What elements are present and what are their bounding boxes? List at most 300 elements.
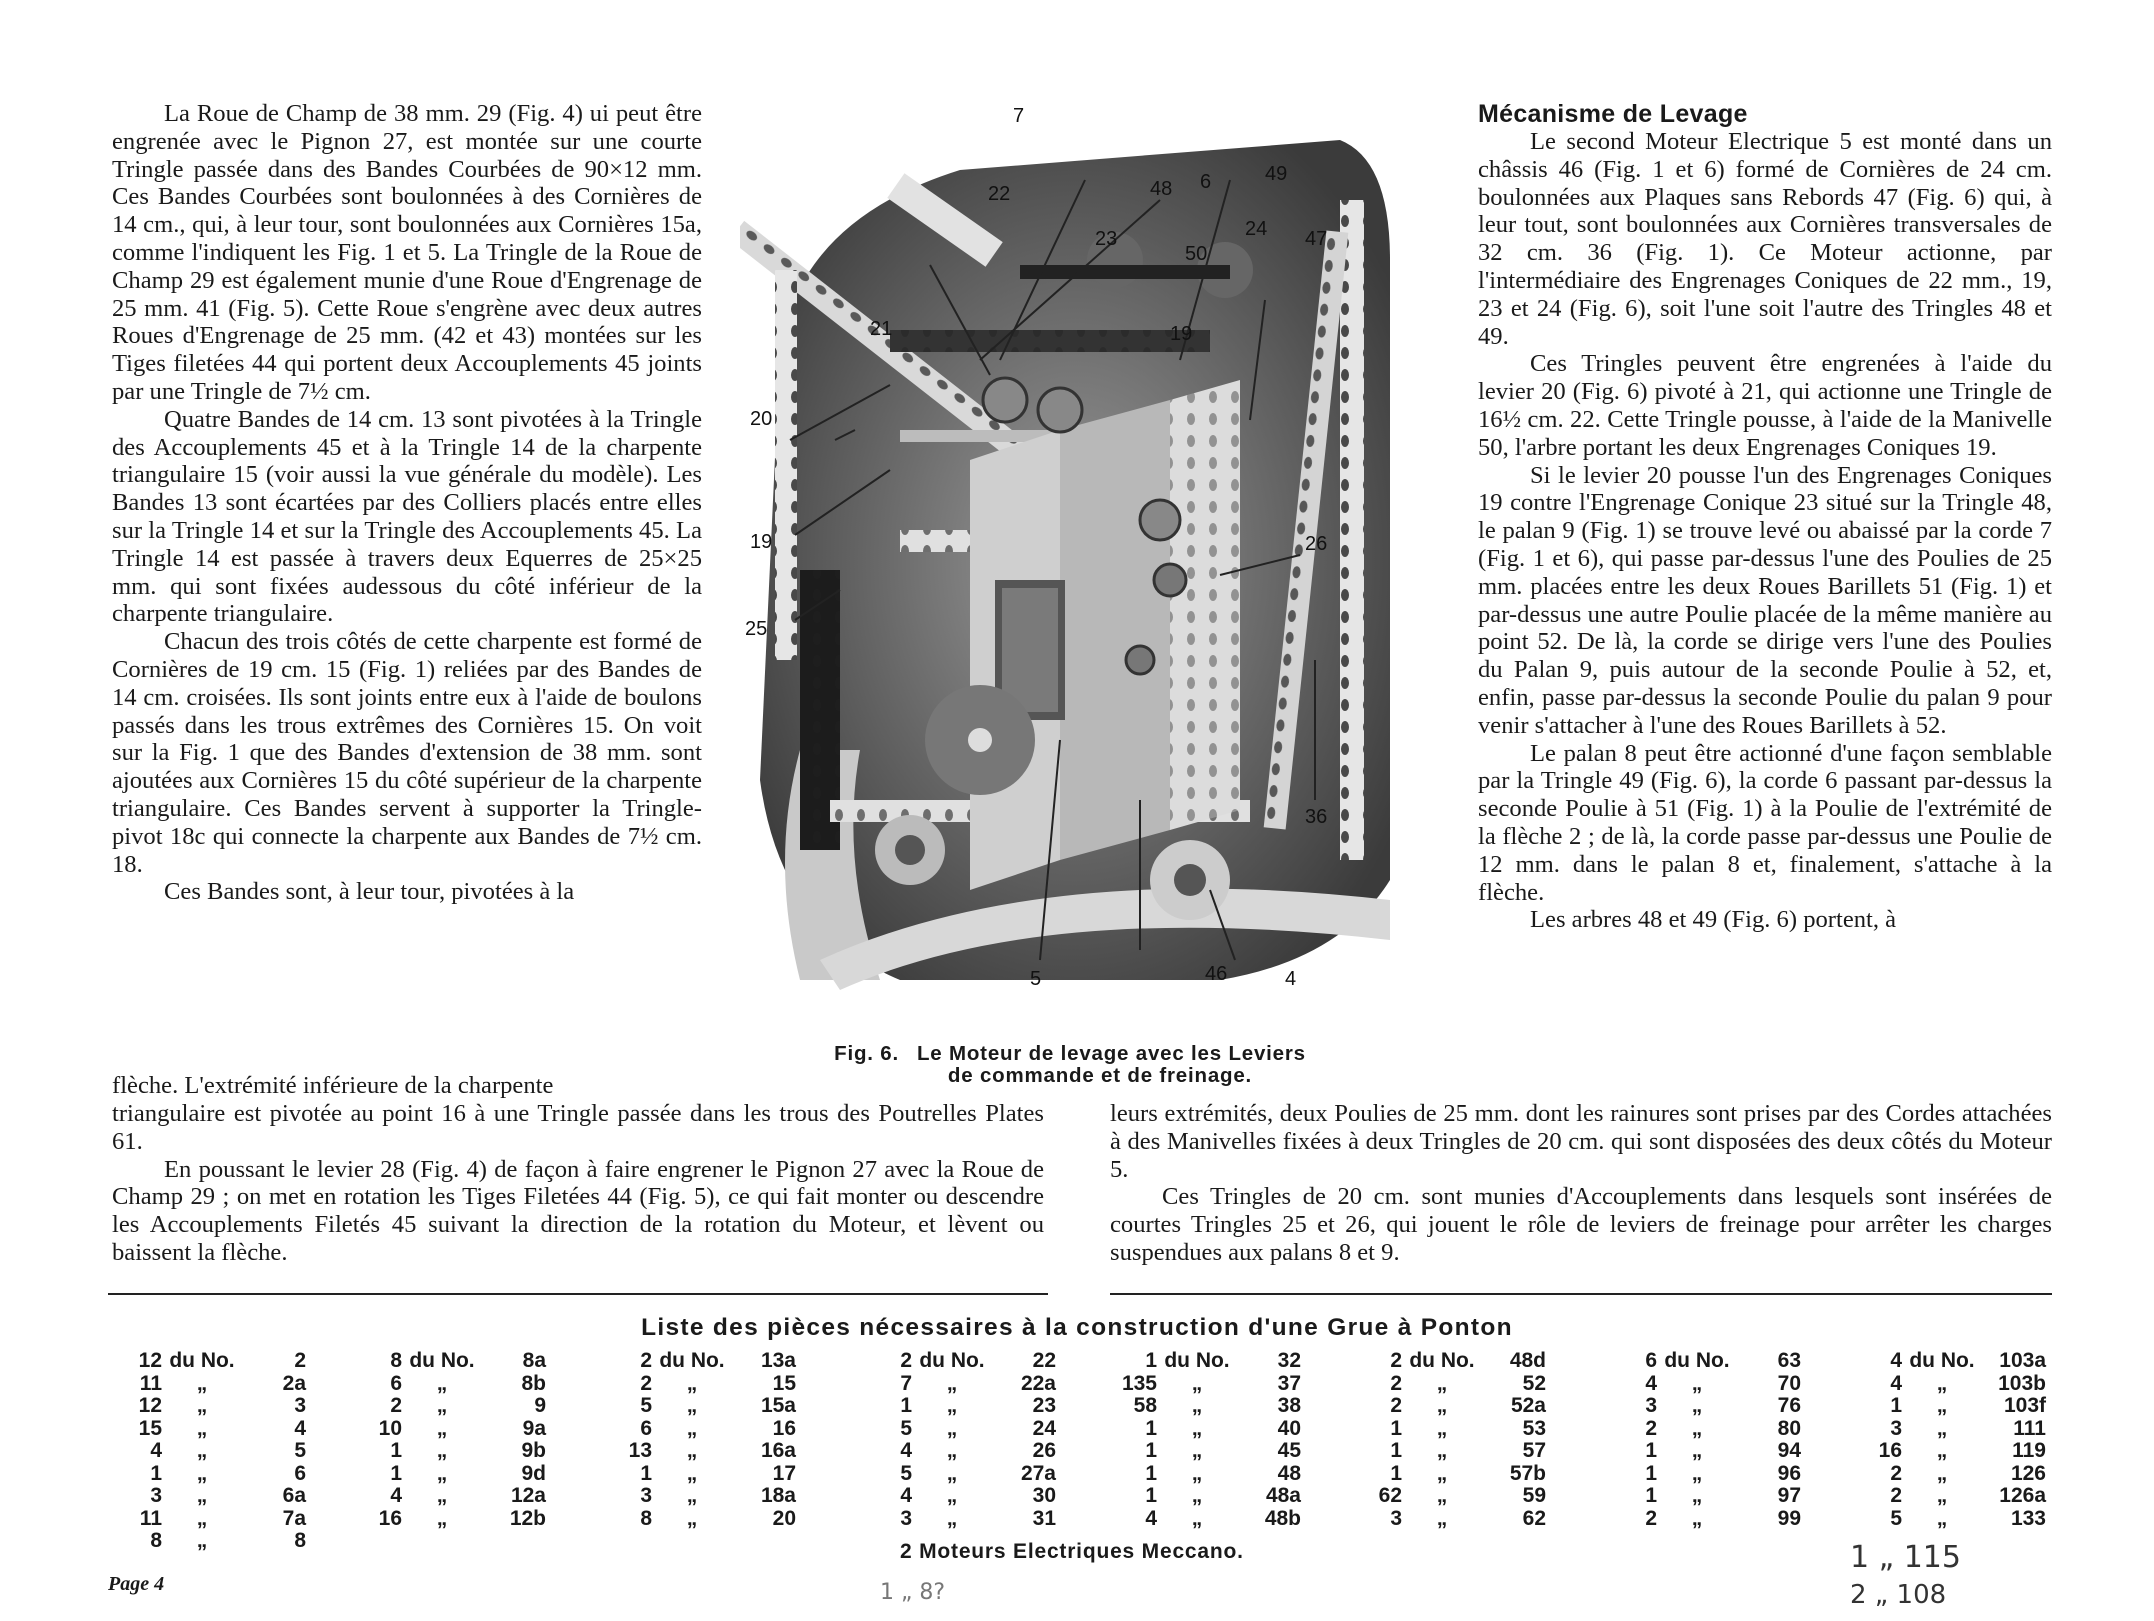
part-quantity: 135 (1121, 1371, 1157, 1395)
part-label: „ (1691, 1371, 1703, 1395)
part-quantity: 1 (390, 1439, 402, 1462)
parts-row (1105, 1418, 1301, 1441)
part-number: 103a (1999, 1349, 2046, 1372)
part-label: „ (1936, 1506, 1948, 1530)
parts-row (1350, 1373, 1546, 1396)
part-label: „ (436, 1506, 448, 1530)
part-quantity: 1 (1145, 1439, 1157, 1462)
parts-row (1850, 1418, 2046, 1441)
part-quantity: 1 (1645, 1461, 1657, 1485)
part-label: „ (1436, 1394, 1448, 1417)
part-label: „ (1936, 1394, 1948, 1417)
part-quantity: 2 (1390, 1349, 1402, 1372)
part-label: du No. (169, 1349, 235, 1372)
part-quantity: 12 (138, 1394, 162, 1417)
parts-row (110, 1418, 306, 1441)
parts-column (1605, 1350, 1801, 1530)
part-quantity: 3 (1645, 1394, 1657, 1417)
part-label: „ (946, 1461, 958, 1485)
callout-21: 21 (870, 318, 893, 340)
parts-row (110, 1485, 306, 1508)
part-number: 94 (1777, 1439, 1801, 1462)
part-quantity: 1 (390, 1461, 402, 1485)
part-number: 52a (1510, 1394, 1546, 1417)
parts-row (1850, 1485, 2046, 1508)
part-number: 5 (294, 1439, 306, 1462)
parts-row (350, 1350, 546, 1373)
parts-row (860, 1418, 1056, 1441)
divider-left (108, 1293, 1048, 1295)
part-number: 99 (1777, 1506, 1801, 1530)
part-label: du No. (1664, 1349, 1730, 1372)
part-label: „ (1436, 1439, 1448, 1462)
part-number: 9d (521, 1461, 546, 1485)
parts-row (1105, 1395, 1301, 1418)
part-number: 6a (282, 1484, 306, 1507)
part-number: 103f (2003, 1394, 2046, 1417)
part-label: „ (1191, 1506, 1203, 1530)
part-label: du No. (919, 1349, 985, 1372)
handwritten-note-1: 1 „ 115 (1850, 1540, 1961, 1575)
left-paragraph-2: Quatre Bandes de 14 cm. 13 sont pivotées à la Tringle des Accouplements 45 et à la Tringle 14 de la charpente triangulaire 15 (voir aussi la vue générale du modèle). Les Bandes 13 sont écartées par des Colliers placés entre elles sur la Tringle 14 et sur la Tringle des Accouplements 45. La Tringle 14 est passée à travers deux Equerres de 25×25 mm. qui sont fixées audessous du côté inférieur de la charpente triangulaire. (112, 405, 702, 628)
parts-row (110, 1530, 306, 1553)
part-quantity: 1 (1145, 1461, 1157, 1485)
callout-5: 5 (1030, 968, 1042, 990)
parts-row (600, 1463, 796, 1486)
part-number: 30 (1032, 1484, 1056, 1507)
part-number: 12a (510, 1484, 546, 1507)
parts-row (1105, 1463, 1301, 1486)
part-quantity: 1 (1145, 1349, 1157, 1372)
parts-row (1850, 1508, 2046, 1531)
part-quantity: 1 (1390, 1461, 1402, 1485)
part-label: „ (196, 1439, 208, 1462)
part-label: „ (196, 1484, 208, 1507)
part-quantity: 4 (1890, 1349, 1902, 1372)
part-label: „ (1191, 1439, 1203, 1462)
part-number: 62 (1522, 1506, 1546, 1530)
parts-row (350, 1418, 546, 1441)
divider-right (1110, 1293, 2052, 1295)
part-number: 31 (1032, 1506, 1056, 1530)
right-paragraph-3: Si le levier 20 pousse l'un des Engrenages Coniques 19 contre l'Engrenage Conique 23 situé sur la Tringle 48, le palan 9 (Fig. 1) se trouve levé ou abaissé par la corde 7 (Fig. 1 et 6), qui passe par-dessus l'une des Poulies de 25 mm. placées entre les deux Roues Barillets 51 (Fig. 1) et par-dessus une autre Poulie placée de la même manière au point 52. De là, la corde se dirige vers l'une des Poulies du Palan 9, puis autour de la seconde Poulie à 52, et, enfin, passe par-dessus la seconde Poulie du palan 9 pour venir s'attacher à l'une des Roues Barillets à 52. (1478, 461, 2052, 739)
part-label: „ (686, 1484, 698, 1507)
part-number: 80 (1777, 1416, 1801, 1440)
part-number: 38 (1277, 1394, 1301, 1417)
section-heading: Mécanisme de Levage (1478, 100, 1748, 128)
parts-column (350, 1350, 546, 1530)
parts-row (1605, 1463, 1801, 1486)
caption-line-1: Le Moteur de levage avec les Leviers (916, 1042, 1306, 1065)
part-label: „ (1191, 1394, 1203, 1417)
part-label: „ (946, 1394, 958, 1417)
parts-row (600, 1373, 796, 1396)
part-label: „ (1691, 1394, 1703, 1417)
caption-line-2: de commande et de freinage. (947, 1064, 1253, 1087)
part-number: 17 (772, 1461, 796, 1485)
part-label: „ (196, 1394, 208, 1417)
parts-column (1105, 1350, 1301, 1530)
right-cont-lead: leurs extrémités, deux Poulies de 25 mm. dont les rainures sont prises par des Cordes attachées à des Manivelles fixées à deux Tringles de 20 cm. qui sont disposées des deux côtés du Moteur 5. (1110, 1100, 2052, 1183)
parts-row (1105, 1485, 1301, 1508)
part-quantity: 11 (139, 1506, 162, 1530)
part-quantity: 8 (390, 1349, 402, 1372)
part-quantity: 2 (900, 1349, 912, 1372)
callout-6: 6 (1200, 171, 1212, 193)
parts-row (1350, 1418, 1546, 1441)
parts-row (1350, 1440, 1546, 1463)
part-number: 53 (1522, 1416, 1546, 1440)
part-quantity: 62 (1378, 1484, 1402, 1507)
parts-row (1605, 1395, 1801, 1418)
part-label: „ (1436, 1484, 1448, 1507)
parts-row (1605, 1350, 1801, 1373)
part-quantity: 4 (900, 1439, 912, 1462)
figure-6 (725, 100, 1415, 1087)
callout-7: 7 (1013, 105, 1025, 127)
part-quantity: 3 (900, 1506, 912, 1530)
part-quantity: 3 (640, 1484, 652, 1507)
part-label: „ (436, 1439, 448, 1462)
part-number: 57b (1509, 1461, 1546, 1485)
callout-24: 24 (1245, 218, 1268, 240)
part-label: „ (1691, 1484, 1703, 1507)
left-continuation (112, 1100, 1044, 1267)
right-paragraph-4: Le palan 8 peut être actionné d'une façon semblable par la Tringle 49 (Fig. 6), la corde 6 passant par-dessus la seconde Poulie à 51 (Fig. 1) à la Poulie de l'extrémité de la flèche 2 ; de là, la corde passe par-dessus une Poulie de 12 mm. dans le palan 8 et, finalement, s'attache à la flèche. (1478, 739, 2052, 906)
part-label: „ (196, 1416, 208, 1440)
left-paragraph-3: Chacun des trois côtés de cette charpente est formé de Cornières de 19 cm. 15 (Fig. 1) reliées par des Bandes de 14 cm. croisées. Ils sont joints entre eux à l'aide de boulons passés dans les trous extrêmes des Cornières 15. On voit sur la Fig. 1 que des Bandes d'extension de 38 mm. sont ajoutées aux Cornières 15 du côté supérieur de la charpente triangulaire. Ces Bandes servent à supporter la Tringle-pivot 18c qui connecte la charpente aux Bandes de 7½ cm. 18. (112, 628, 702, 878)
part-label: „ (686, 1394, 698, 1417)
page-number: Page 4 (108, 1573, 165, 1595)
part-number: 111 (2013, 1416, 2046, 1440)
part-number: 6 (294, 1461, 306, 1485)
part-number: 27a (1020, 1461, 1056, 1485)
parts-row (1850, 1373, 2046, 1396)
part-quantity: 1 (1390, 1416, 1402, 1440)
parts-column (600, 1350, 796, 1530)
part-number: 103b (1998, 1371, 2046, 1395)
parts-row (1350, 1508, 1546, 1531)
part-number: 126 (2010, 1461, 2046, 1485)
part-quantity: 8 (640, 1506, 652, 1530)
part-quantity: 8 (150, 1529, 162, 1552)
part-quantity: 4 (900, 1484, 912, 1507)
part-label: „ (1191, 1461, 1203, 1485)
parts-row (1850, 1395, 2046, 1418)
right-continuation (1110, 1100, 2052, 1267)
part-quantity: 3 (1390, 1506, 1402, 1530)
part-number: 40 (1277, 1416, 1301, 1440)
parts-row (600, 1418, 796, 1441)
parts-row (1105, 1350, 1301, 1373)
part-number: 24 (1032, 1416, 1056, 1440)
parts-row (350, 1485, 546, 1508)
part-quantity: 1 (1145, 1416, 1157, 1440)
part-quantity: 5 (1890, 1506, 1902, 1530)
part-label: „ (436, 1461, 448, 1485)
parts-row (860, 1440, 1056, 1463)
part-number: 7a (282, 1506, 306, 1530)
part-quantity: 1 (1645, 1439, 1657, 1462)
part-label: „ (1936, 1461, 1948, 1485)
parts-column (860, 1350, 1056, 1530)
part-quantity: 6 (390, 1371, 402, 1395)
parts-row (860, 1508, 1056, 1531)
callout-25: 25 (745, 618, 768, 640)
left-cont-paragraph: En poussant le levier 28 (Fig. 4) de façon à faire engrener le Pignon 27 avec la Roue de Champ 29 ; on met en rotation les Tiges Filetées 44 (Fig. 5), ce qui fait monter ou descendre les Accouplements Filetés 45 suivant la direction de la rotation du Moteur, et lèvent ou baissent la flèche. (112, 1155, 1044, 1266)
part-quantity: 2 (1890, 1461, 1902, 1485)
right-paragraph-5: Les arbres 48 et 49 (Fig. 6) portent, à (1530, 906, 1897, 934)
part-number: 15 (772, 1371, 796, 1395)
parts-row (600, 1485, 796, 1508)
part-number: 22 (1032, 1349, 1056, 1372)
part-label: „ (1191, 1371, 1203, 1395)
parts-row (350, 1508, 546, 1531)
parts-row (1605, 1485, 1801, 1508)
part-number: 3 (294, 1394, 306, 1417)
part-quantity: 4 (1145, 1506, 1157, 1530)
parts-row (1105, 1373, 1301, 1396)
part-quantity: 4 (390, 1484, 402, 1507)
left-cont-lead: triangulaire est pivotée au point 16 à une Tringle passée dans les trous des Poutrelles Plates 61. (112, 1100, 1044, 1155)
part-number: 2a (282, 1371, 306, 1395)
part-quantity: 6 (1645, 1349, 1657, 1372)
part-label: „ (1936, 1371, 1948, 1395)
part-quantity: 7 (900, 1371, 912, 1395)
part-number: 4 (294, 1416, 306, 1440)
part-quantity: 2 (640, 1371, 652, 1395)
parts-row (110, 1440, 306, 1463)
part-quantity: 2 (1390, 1394, 1402, 1417)
part-number: 48d (1509, 1349, 1546, 1372)
callout-49: 49 (1265, 163, 1288, 185)
part-number: 26 (1032, 1439, 1056, 1462)
part-quantity: 5 (640, 1394, 652, 1417)
part-number: 23 (1032, 1394, 1056, 1417)
part-label: „ (196, 1371, 208, 1395)
part-quantity: 2 (640, 1349, 652, 1372)
figure-caption (725, 1043, 1415, 1087)
part-quantity: 2 (1645, 1416, 1657, 1440)
part-label: du No. (409, 1349, 475, 1372)
part-quantity: 11 (139, 1371, 162, 1395)
parts-row (110, 1508, 306, 1531)
parts-row (1605, 1508, 1801, 1531)
right-column (1478, 100, 2052, 934)
part-quantity: 1 (1145, 1484, 1157, 1507)
part-number: 22a (1020, 1371, 1056, 1395)
parts-row (600, 1440, 796, 1463)
part-label: du No. (1164, 1349, 1230, 1372)
parts-row (860, 1350, 1056, 1373)
left-paragraph-4: Ces Bandes sont, à leur tour, pivotées à la (164, 878, 575, 906)
part-quantity: 1 (900, 1394, 912, 1417)
callout-36: 36 (1305, 806, 1328, 828)
parts-row (1605, 1418, 1801, 1441)
part-number: 63 (1777, 1349, 1801, 1372)
part-number: 13a (760, 1349, 796, 1372)
part-number: 8a (522, 1349, 546, 1372)
motors-note: 2 Moteurs Electriques Meccano. (900, 1540, 1244, 1563)
part-label: „ (1436, 1506, 1448, 1530)
part-label: „ (1936, 1416, 1948, 1440)
part-number: 16a (760, 1439, 796, 1462)
part-label: „ (1691, 1416, 1703, 1440)
part-label: „ (686, 1439, 698, 1462)
parts-row (110, 1373, 306, 1396)
part-quantity: 4 (150, 1439, 162, 1462)
callout-26: 26 (1305, 533, 1328, 555)
part-number: 45 (1277, 1439, 1301, 1462)
callout-19-left: 19 (750, 531, 773, 553)
parts-row (1350, 1463, 1546, 1486)
right-cont-paragraph: Ces Tringles de 20 cm. sont munies d'Accouplements dans lesquels sont insérées de courtes Tringles 25 et 26, qui jouent le rôle de leviers de freinage pour arrêter les charges suspendues aux palans 8 et 9. (1110, 1183, 2052, 1266)
part-label: „ (946, 1416, 958, 1440)
parts-row (1105, 1440, 1301, 1463)
part-number: 37 (1277, 1371, 1301, 1395)
part-number: 48a (1265, 1484, 1301, 1507)
part-label: „ (196, 1529, 208, 1552)
parts-row (350, 1373, 546, 1396)
right-paragraph-2: Ces Tringles peuvent être engrenées à l'aide du levier 20 (Fig. 6) pivoté à 21, qui actionne une Tringle de 16½ cm. 22. Cette Tringle pousse, à l'aide de la Manivelle 50, l'arbre portant les deux Engrenages Coniques 19. (1478, 350, 2052, 461)
part-quantity: 2 (1645, 1506, 1657, 1530)
part-number: 20 (772, 1506, 796, 1530)
part-label: „ (196, 1461, 208, 1485)
part-quantity: 1 (1890, 1394, 1902, 1417)
part-number: 119 (2012, 1439, 2046, 1462)
part-quantity: 4 (1645, 1371, 1657, 1395)
parts-row (1605, 1440, 1801, 1463)
parts-row (600, 1395, 796, 1418)
part-number: 12b (509, 1506, 546, 1530)
parts-row (110, 1463, 306, 1486)
part-quantity: 1 (640, 1461, 652, 1485)
parts-row (110, 1395, 306, 1418)
part-quantity: 2 (1890, 1484, 1902, 1507)
parts-row (1105, 1508, 1301, 1531)
part-label: „ (946, 1484, 958, 1507)
part-quantity: 13 (628, 1439, 652, 1462)
parts-row (860, 1373, 1056, 1396)
part-quantity: 5 (900, 1461, 912, 1485)
part-number: 9b (521, 1439, 546, 1462)
parts-row (1850, 1463, 2046, 1486)
callout-48: 48 (1150, 178, 1173, 200)
part-label: du No. (1909, 1349, 1975, 1372)
parts-row (1350, 1395, 1546, 1418)
part-label: du No. (659, 1349, 725, 1372)
part-label: „ (196, 1506, 208, 1530)
part-quantity: 16 (1878, 1439, 1902, 1462)
part-label: „ (1691, 1439, 1703, 1462)
part-label: „ (1691, 1506, 1703, 1530)
part-number: 9a (522, 1416, 546, 1440)
part-number: 70 (1777, 1371, 1801, 1395)
parts-row (1605, 1373, 1801, 1396)
part-quantity: 2 (390, 1394, 402, 1417)
part-quantity: 58 (1133, 1394, 1157, 1417)
part-quantity: 12 (138, 1349, 162, 1372)
part-number: 15a (760, 1394, 796, 1417)
part-label: „ (946, 1506, 958, 1530)
parts-column (1350, 1350, 1546, 1530)
parts-row (1850, 1440, 2046, 1463)
parts-list-title: Liste des pièces nécessaires à la construction d'une Grue à Ponton (641, 1314, 1513, 1341)
parts-column (110, 1350, 306, 1553)
callout-19-top: 19 (1170, 323, 1193, 345)
part-number: 59 (1522, 1484, 1546, 1507)
part-number: 57 (1522, 1439, 1546, 1462)
part-quantity: 1 (1645, 1484, 1657, 1507)
part-quantity: 1 (150, 1461, 162, 1485)
left-column (112, 100, 702, 906)
part-number: 48 (1277, 1461, 1301, 1485)
left-tail-line: flèche. L'extrémité inférieure de la charpente (112, 1072, 554, 1099)
part-label: „ (946, 1371, 958, 1395)
callout-22: 22 (988, 183, 1011, 205)
parts-row (350, 1395, 546, 1418)
parts-row (110, 1350, 306, 1373)
part-number: 97 (1777, 1484, 1801, 1507)
part-label: „ (1936, 1484, 1948, 1507)
part-label: „ (1936, 1439, 1948, 1462)
part-label: „ (1436, 1416, 1448, 1440)
part-number: 8b (521, 1371, 546, 1395)
part-label: „ (1691, 1461, 1703, 1485)
part-label: „ (436, 1371, 448, 1395)
part-quantity: 2 (1390, 1371, 1402, 1395)
part-label: „ (436, 1484, 448, 1507)
part-number: 76 (1777, 1394, 1801, 1417)
part-label: „ (1436, 1461, 1448, 1485)
part-number: 96 (1777, 1461, 1801, 1485)
handwritten-note-2: 2 „ 108 (1850, 1580, 1947, 1610)
part-label: „ (686, 1461, 698, 1485)
part-number: 18a (760, 1484, 796, 1507)
parts-row (860, 1395, 1056, 1418)
part-label: „ (1191, 1416, 1203, 1440)
parts-row (860, 1463, 1056, 1486)
part-quantity: 10 (378, 1416, 402, 1440)
callout-23: 23 (1095, 228, 1118, 250)
parts-row (350, 1440, 546, 1463)
parts-row (1850, 1350, 2046, 1373)
figure-label: Fig. 6. (834, 1042, 899, 1065)
part-label: „ (686, 1416, 698, 1440)
callout-4: 4 (1285, 968, 1297, 990)
part-quantity: 1 (1390, 1439, 1402, 1462)
callout-46: 46 (1205, 963, 1228, 985)
part-number: 48b (1264, 1506, 1301, 1530)
part-quantity: 15 (138, 1416, 162, 1440)
part-quantity: 5 (900, 1416, 912, 1440)
part-label: „ (436, 1416, 448, 1440)
right-paragraph-1: Le second Moteur Electrique 5 est monté dans un châssis 46 (Fig. 1 et 6) formé de Cornières de 24 cm. boulonnées aux Plaques sans Rebords 47 (Fig. 6) qui, à leur tout, sont boulonnées aux Cornières transversales de 32 cm. 36 (Fig. 1). Ce Moteur actionne, par l'intermédiaire des Engrenages Coniques de 22 mm., 19, 23 et 24 (Fig. 6), soit l'une soit l'autre des Tringles 48 et 49. (1478, 128, 2052, 350)
handwritten-note-3: 1 „ 8? (880, 1580, 946, 1605)
parts-row (600, 1350, 796, 1373)
parts-row (860, 1485, 1056, 1508)
part-label: du No. (1409, 1349, 1475, 1372)
part-quantity: 4 (1890, 1371, 1902, 1395)
parts-row (350, 1463, 546, 1486)
parts-column (1850, 1350, 2046, 1530)
part-label: „ (946, 1439, 958, 1462)
part-quantity: 16 (378, 1506, 402, 1530)
part-label: „ (686, 1506, 698, 1530)
part-number: 133 (2010, 1506, 2046, 1530)
part-number: 2 (294, 1349, 306, 1372)
part-label: „ (1436, 1371, 1448, 1395)
